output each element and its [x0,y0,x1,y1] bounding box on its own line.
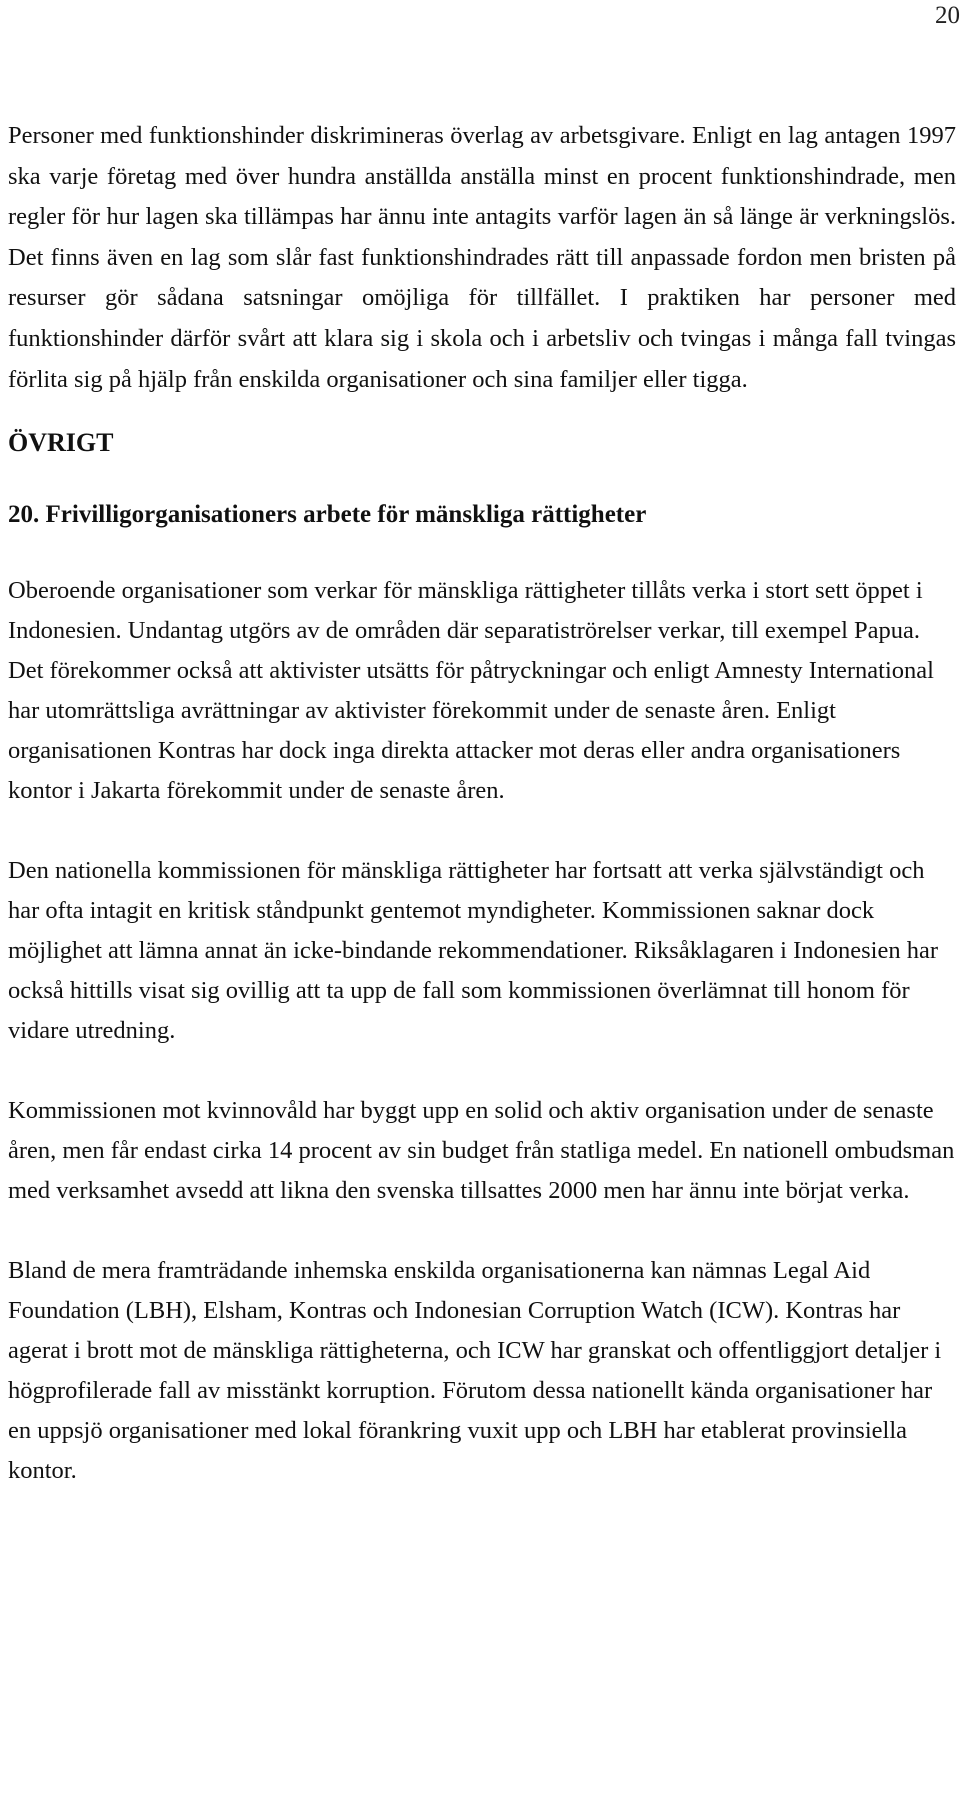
paragraph-nationella-kommissionen: Den nationella kommissionen för mänskliga rättigheter har fortsatt att verka självständigt och har ofta intagit en kritisk ståndpunkt gentemot myndigheter. Kommissionen saknar dock möjlighet att lämna annat än icke-bindande rekommendationer. Riksåklagaren i Indonesien har också hittills visat sig ovillig att ta upp de fall som kommissionen överlämnat till honom för vidare utredning. [8,857,939,1045]
page-number: 20 [935,2,960,29]
paragraph-oberoende-organisationer: Oberoende organisationer som verkar för mänskliga rättigheter tillåts verka i stort sett öppet i Indonesien. Undantag utgörs av de områden där separatiströrelser verkar, till exempel Papua. Det förekommer också att aktivister utsätts för påtryckningar och enligt Amnesty International har utomrättsliga avrättningar av aktivister förekommit under de senaste åren. Enligt organisationen Kontras har dock inga direkta attacker mot deras eller andra organisationers kontor i Jakarta förekommit under de senaste åren. [8,577,934,805]
heading-ovrigt: ÖVRIGT [8,428,114,458]
document-body [8,116,956,1491]
paragraph-kommissionen-kvinnovald: Kommissionen mot kvinnovåld har byggt upp en solid och aktiv organisation under de senaste åren, men får endast cirka 14 procent av sin budget från statliga medel. En nationell ombudsman med verksamhet avsedd att likna den svenska tillsattes 2000 men har ännu inte börjat verka. [8,1097,955,1205]
paragraph-funktionshinder: Personer med funktionshinder diskrimineras överlag av arbetsgivare. Enligt en lag antagen 1997 ska varje företag med över hundra anställda anställa minst en procent funktionshindrade, men regler för hur lagen ska tillämpas har ännu inte antagits varför lagen än så länge är verkningslös. Det finns även en lag som slår fast funktionshindrades rätt till anpassade fordon men bristen på resurser gör sådana satsningar omöjliga för tillfället. I praktiken har personer med funktionshinder därför svårt att klara sig i skola och i arbetsliv och tvingas i många fall tvingas förlita sig på hjälp från enskilda organisationer och sina familjer eller tigga. [8,122,956,393]
paragraph-inhemska-organisationer: Bland de mera framträdande inhemska enskilda organisationerna kan nämnas Legal Aid Foundation (LBH), Elsham, Kontras och Indonesian Corruption Watch (ICW). Kontras har agerat i brott mot de mänskliga rättigheterna, och ICW har granskat och offentliggjort detaljer i högprofilerade fall av misstänkt korruption. Förutom dessa nationellt kända organisationer har en uppsjö organisationer med lokal förankring vuxit upp och LBH har etablerat provinsiella kontor. [8,1257,942,1485]
section-heading-frivilligorganisationer: 20. Frivilligorganisationers arbete för mänskliga rättigheter [8,501,647,529]
